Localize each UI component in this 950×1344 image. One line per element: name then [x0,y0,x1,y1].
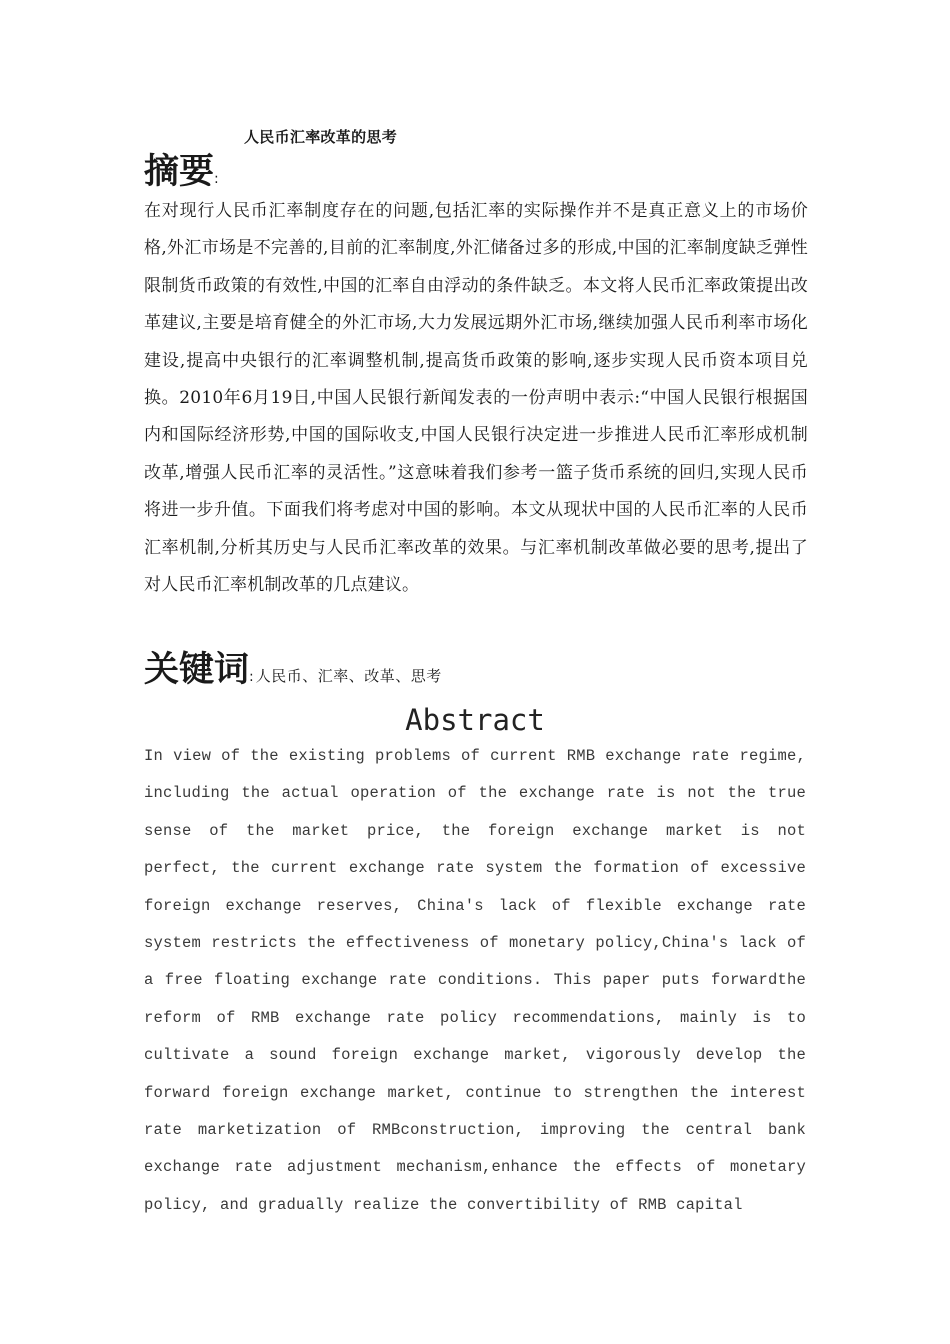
document-title: 人民币汇率改革的思考 [244,128,398,146]
abstract-cn-heading [144,152,219,199]
keywords-colon: : [249,669,254,685]
abstract-cn-body: 在对现行人民币汇率制度存在的问题,包括汇率的实际操作并不是真正意义上的市场价格,外汇市场是不完善的,目前的汇率制度,外汇储备过多的形成,中国的汇率制度缺乏弹性限制货币政策的有效性,中国的汇率自由浮动的条件缺乏。本文将人民币汇率政策提出改革建议,主要是培育健全的外汇市场,大力发展远期外汇市场,继续加强人民币利率市场化建设,提高中央银行的汇率调整机制,提高货币政策的影响,逐步实现人民币资本项目兑换。2010年6月19日,中国人民银行新闻发表的一份声明中表示:“中国人民银行根据国内和国际经济形势,中国的国际收支,中国人民银行决定进一步推进人民币汇率形成机制改革,增强人民币汇率的灵活性。”这意味着我们参考一篮子货币系统的回归,实现人民币将进一步升值。下面我们将考虑对中国的影响。本文从现状中国的人民币汇率的人民币汇率机制,分析其历史与人民币汇率改革的效果。与汇率机制改革做必要的思考,提出了对人民币汇率机制改革的几点建议。 [144,201,808,596]
abstract-en-body: In view of the existing problems of current RMB exchange rate regime, including the actual operation of the exchange rate is not the true sense of the market price, the foreign exchange market is not perfect, the current exchange rate system the formation of excessive foreign exchange reserves, China's lack of flexible exchange rate system restricts the effectiveness of monetary policy,China's lack of a free floating exchange rate conditions. This paper puts forwardthe reform of RMB exchange rate policy recommendations, mainly is to cultivate a sound foreign exchange market, vigorously develop the forward foreign exchange market, continue to strengthen the interest rate marketization of RMBconstruction, improving the central bank exchange rate adjustment mechanism,enhance the effects of monetary policy, and gradually realize the convertibility of RMB capital [144,747,806,1214]
keywords-text: 人民币、汇率、改革、思考 [255,667,442,685]
keywords-line [144,650,442,697]
abstract-cn-heading-colon: : [214,171,219,187]
abstract-en-heading: Abstract [405,703,545,737]
keywords-heading: 关键词 [144,650,250,690]
abstract-cn-heading-text: 摘要 [144,152,215,192]
